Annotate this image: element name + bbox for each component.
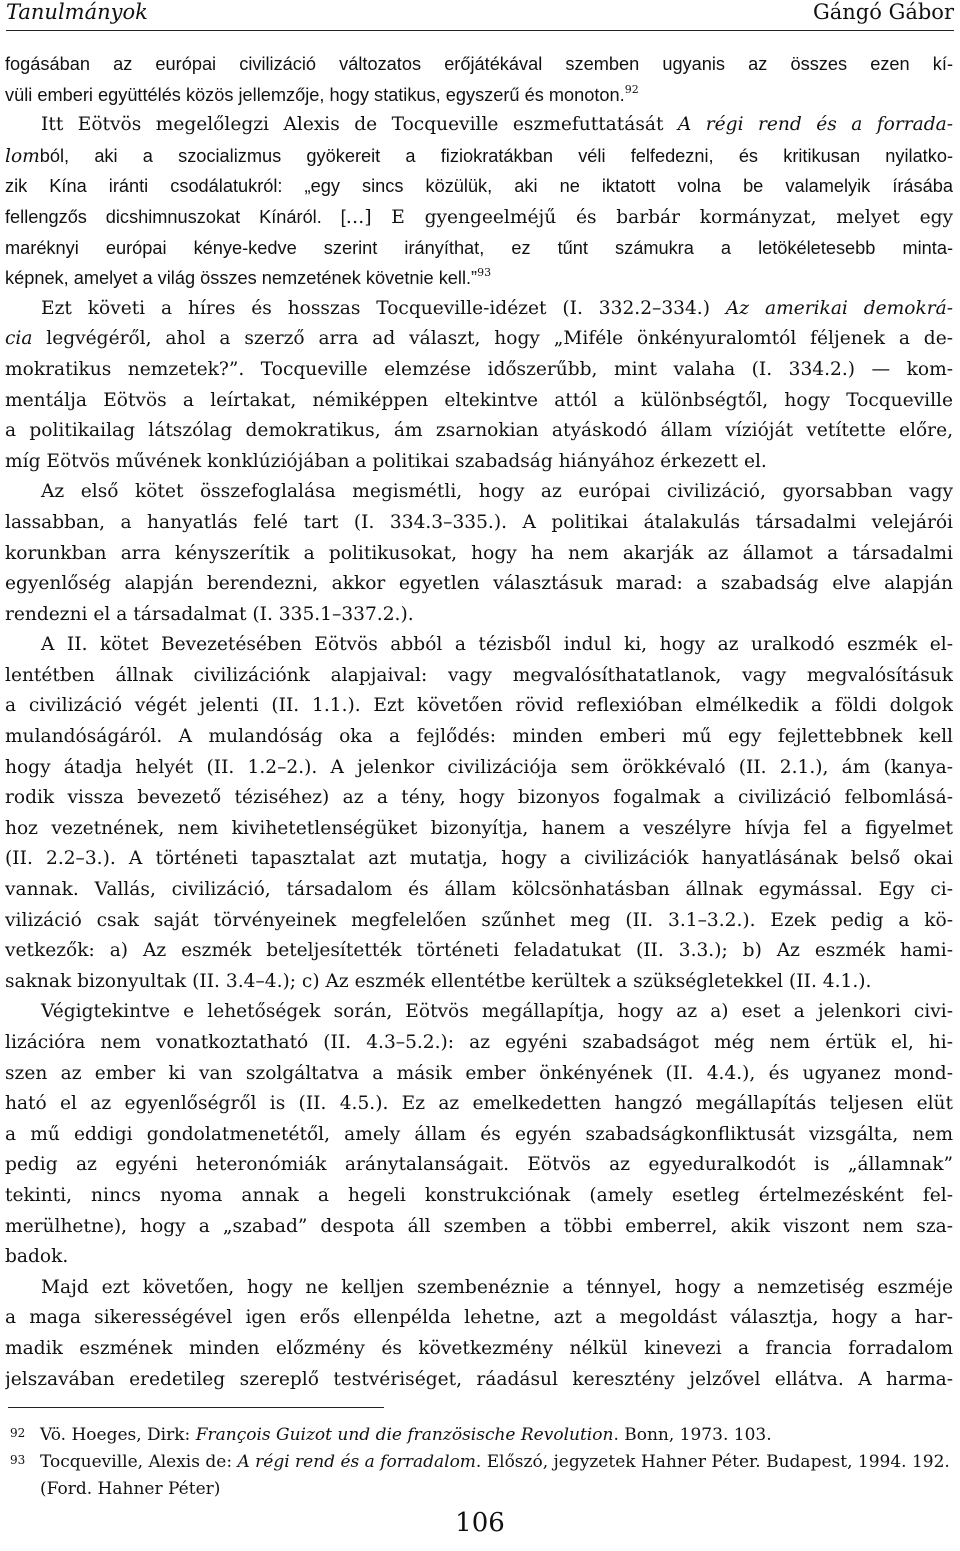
- text-line: [5, 691, 953, 722]
- text-run: Majd ezt követően, hogy ne kelljen szembenéznie a ténnyel, hogy a nemzetiség eszméje: [41, 1276, 953, 1298]
- text-run: Az amerikai demokrá-: [725, 297, 953, 319]
- text-line: [5, 141, 953, 172]
- text-run: vetkezők: a) Az eszmék beteljesítették történeti feladatukat (II. 3.3.); b) Az eszmék hami-: [5, 940, 953, 962]
- text-line: [5, 1242, 953, 1273]
- text-run: A régi rend és a forrada-: [677, 114, 953, 136]
- footnote: [10, 1449, 954, 1503]
- page-number: 106: [455, 1508, 505, 1538]
- footnotes: [10, 1422, 954, 1503]
- text-run: …] E gyengeelméjű és barbár kormányzat, melyet egy: [345, 206, 953, 228]
- text-run: legvégéről, ahol a szerző arra ad választ, hogy „Miféle önkényuralomtól féljenek a de-: [32, 328, 953, 350]
- text-run: Tocqueville, Alexis de:: [40, 1452, 238, 1472]
- text-line: [5, 1334, 953, 1365]
- footnote-ref: 93: [477, 266, 492, 280]
- text-run: . Bonn, 1973. 103.: [613, 1425, 772, 1445]
- text-line: [5, 661, 953, 692]
- text-line: [5, 1303, 953, 1334]
- text-line: [5, 416, 953, 447]
- text-run: maréknyi európai kénye-kedve szerint irányíthat, ez tűnt számukra a letökéletesebb minta-: [5, 237, 953, 258]
- footnote-ref: 92: [624, 82, 639, 96]
- text-run: mulandóságáról. A mulandóság oka a fejlődés: minden emberi mű egy fejlettebbnek kell: [5, 726, 953, 748]
- text-line: [5, 1120, 953, 1151]
- text-line: [5, 997, 953, 1028]
- text-run: lentétben állnak civilizációnk alapjaival: vagy megvalósíthatatlanok, vagy megvalósításuk: [5, 664, 953, 686]
- text-run: szen az ember ki van szolgáltatva a másik ember önkényének (II. 4.4.), és ugyanez mond-: [5, 1062, 953, 1084]
- text-run: hoz vezetnének, nem kivihetetlenségüket bizonyítja, hanem a veszélyre hívja fel a figyelmet: [5, 817, 953, 839]
- text-run: saknak bizonyultak (II. 3.4–4.); c) Az eszmék ellentétbe kerültek a szükségletekkel (II. 4.1.).: [5, 970, 872, 992]
- text-run: cia: [5, 328, 33, 350]
- text-line: [5, 1089, 953, 1120]
- text-line: [5, 844, 953, 875]
- text-run: ból, aki a szocializmus gyökereit a fiziokratákban véli felfedezni, és kritikusan nyilatko-: [39, 145, 953, 166]
- text-run: fellengzős dicshimnuszokat Kínáról. [: [5, 206, 346, 227]
- text-line: [5, 753, 953, 784]
- text-run: tekinti, nincs nyoma annak a hegeli konstrukciónak (amely esetleg értelmezésként fel-: [5, 1184, 953, 1206]
- text-run: jelszavában eredetileg szereplő testvériséget, ráadásul keresztény jelzővel ellátva. A harma-: [5, 1368, 953, 1390]
- text-run: . Előszó, jegyzetek Hahner Péter. Budapest, 1994. 192. (Ford. Hahner Péter): [40, 1452, 950, 1499]
- text-run: A régi rend és a forradalom: [237, 1452, 476, 1472]
- text-line: [5, 171, 953, 202]
- text-line: [5, 814, 953, 845]
- footnote-number: 92: [10, 1426, 26, 1440]
- text-run: fogásában az európai civilizáció változatos erőjátékával szemben ugyanis az összes ezen kí-: [5, 54, 953, 74]
- text-run: hogy átadja helyét (II. 1.2–2.). A jelenkor civilizációja sem örökkévaló (II. 2.1.), ám (kanya-: [5, 756, 953, 778]
- text-line: [5, 80, 953, 111]
- text-run: merülhetne), hogy a „szabad” despota áll szemben a többi emberrel, akik viszont nem sza-: [5, 1215, 953, 1237]
- text-run: a civilizáció végét jelenti (II. 1.1.). Ezt követően rövid reflexióban elmélkedik a földi dolgok: [5, 695, 953, 717]
- text-line: [5, 294, 953, 325]
- text-run: lom: [5, 145, 40, 167]
- text-run: Végigtekintve e lehetőségek során, Eötvös megállapítja, hogy az a) eset a jelenkori civi-: [41, 1001, 953, 1023]
- text-line: [5, 324, 953, 355]
- text-line: [5, 967, 953, 998]
- footnote-number: 93: [10, 1453, 26, 1467]
- text-line: [5, 355, 953, 386]
- text-line: [5, 936, 953, 967]
- text-run: badok.: [5, 1246, 69, 1268]
- text-line: [5, 722, 953, 753]
- text-line: [5, 1273, 953, 1304]
- text-run: a maga sikerességével igen erős ellenpélda lehetne, azt a megoldást választja, hogy a har-: [5, 1307, 953, 1329]
- text-line: [5, 447, 953, 478]
- text-run: mentálja Eötvös a leírtakat, némiképpen eltekintve attól a különbségtől, hogy Tocqueville: [5, 389, 953, 411]
- text-line: [5, 630, 953, 661]
- text-run: Az első kötet összefoglalása megismétli, hogy az európai civilizáció, gyorsabban vagy: [41, 481, 953, 503]
- text-run: egyenlőség alapján berendezni, akkor egyetlen választásuk marad: a szabadság elve alapján: [5, 573, 953, 595]
- text-line: [5, 263, 953, 294]
- text-run: lassabban, a hanyatlás felé tart (I. 334.3–335.). A politikai átalakulás társadalmi velejárói: [5, 511, 953, 533]
- text-run: Ezt követi a híres és hosszas Tocqueville-idézet (I. 332.2–334.): [41, 297, 726, 319]
- text-line: [5, 386, 953, 417]
- text-run: François Guizot und die französische Revolution: [195, 1425, 614, 1445]
- text-run: míg Eötvös művének konklúziójában a politikai szabadság hiányához érkezett el.: [5, 450, 767, 472]
- text-line: [5, 1181, 953, 1212]
- text-run: ható el az egyenlőségről is (II. 4.5.). Ez az emelkedetten hangzó megállapítás teljesen elüt: [5, 1093, 953, 1115]
- text-line: [5, 1365, 953, 1396]
- text-line: [5, 600, 953, 631]
- text-line: [5, 1150, 953, 1181]
- text-line: [5, 1212, 953, 1243]
- text-run: madik eszmének minden előzmény és következmény nélkül kinevezi a francia forradalom: [5, 1337, 953, 1359]
- section-title: Tanulmányok: [6, 0, 148, 24]
- text-line: [5, 906, 953, 937]
- text-run: Itt Eötvös megelőlegzi Alexis de Tocqueville eszmefuttatását: [41, 114, 678, 136]
- text-run: a mű eddigi gondolatmenetétől, amely állam és egyén szabadságkonfliktusát vizsgálta, nem: [5, 1123, 953, 1145]
- text-run: (II. 2.2–3.). A történeti tapasztalat azt mutatja, hogy a civilizációk hanyatlásának belső okai: [5, 848, 953, 870]
- author-name: Gángó Gábor: [812, 0, 954, 24]
- text-line: [5, 49, 953, 80]
- text-line: [5, 110, 953, 141]
- text-line: [5, 569, 953, 600]
- text-line: [5, 202, 953, 233]
- text-line: [5, 233, 953, 264]
- text-line: [5, 477, 953, 508]
- text-line: [5, 1028, 953, 1059]
- text-run: Vö. Hoeges, Dirk:: [40, 1425, 196, 1445]
- footnote: [10, 1422, 954, 1449]
- text-run: A II. kötet Bevezetésében Eötvös abból a tézisből indul ki, hogy az uralkodó eszmék el-: [41, 634, 953, 656]
- text-line: [5, 1059, 953, 1090]
- text-run: mokratikus nemzetek?”. Tocqueville elemzése időszerűbb, mint valaha (I. 334.2.) — kom-: [5, 358, 953, 380]
- running-header: [6, 0, 954, 31]
- text-run: rendezni el a társadalmat (I. 335.1–337.2.).: [5, 603, 414, 625]
- text-run: vüli emberi együttélés közös jellemzője, hogy statikus, egyszerű és monoton.: [5, 84, 625, 105]
- text-run: rodik vissza bevezető téziséhez) az a tény, hogy bizonyos fogalmak a civilizáció felbomlásá-: [5, 787, 953, 809]
- body-text: [5, 49, 953, 1395]
- text-run: lizációra nem vonatkoztatható (II. 4.3–5.2.): az egyéni szabadságot még nem értük el, hi-: [5, 1032, 953, 1053]
- footnote-separator: [8, 1407, 384, 1408]
- text-line: [5, 508, 953, 539]
- text-run: képnek, amelyet a világ összes nemzetének követnie kell.”: [5, 268, 478, 289]
- text-line: [5, 539, 953, 570]
- text-line: [5, 875, 953, 906]
- text-run: vilizáció csak saját törvényeinek megfelelően szűnhet meg (II. 3.1–3.2.). Ezek pedig a kö-: [5, 909, 953, 931]
- text-line: [5, 783, 953, 814]
- text-run: a politikailag látszólag demokratikus, ám zsarnokian atyáskodó állam vízióját vetítette előre,: [5, 420, 953, 442]
- text-run: vannak. Vallás, civilizáció, társadalom és állam kölcsönhatásban állnak egymással. Egy ci-: [5, 879, 953, 901]
- text-run: zik Kína iránti csodálatukról: „egy sincs közülük, aki ne iktatott volna be valamelyik írásába: [5, 176, 953, 197]
- text-run: pedig az egyéni heteronómiák aránytalanságait. Eötvös az egyeduralkodót is „államnak”: [5, 1154, 953, 1176]
- text-run: korunkban arra kényszerítik a politikusokat, hogy ha nem akarják az államot a társadalmi: [5, 542, 953, 564]
